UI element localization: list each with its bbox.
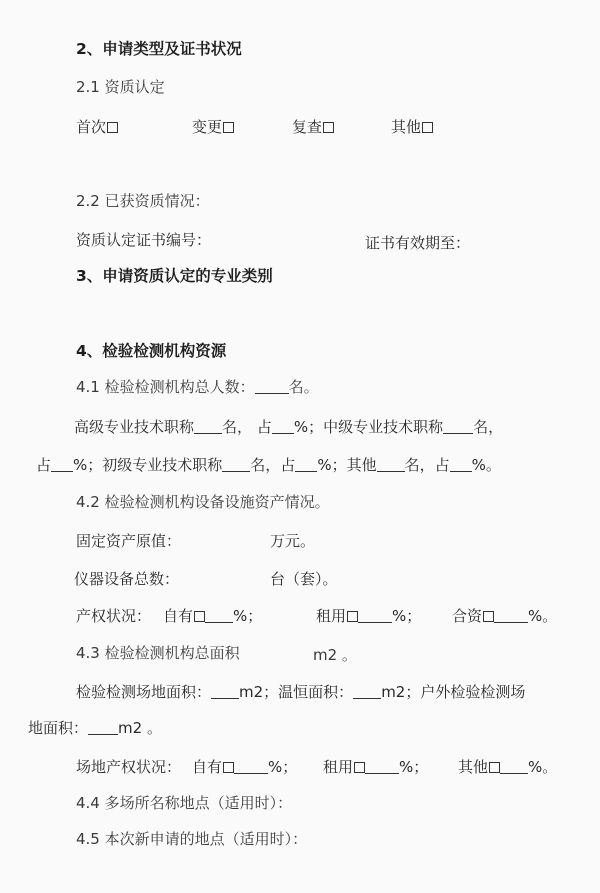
- total-area-label: 4.3 检验检测机构总面积: [76, 644, 240, 662]
- joint-pct-blank[interactable]: [494, 608, 528, 623]
- site-own-pct-blank[interactable]: [234, 759, 268, 774]
- site-rent-pct-blank[interactable]: [365, 759, 399, 774]
- own-pct-blank[interactable]: [205, 608, 233, 623]
- area-line-2: 地面积： m2 。: [28, 719, 162, 737]
- ownership-line: 产权状况：: [76, 607, 152, 625]
- mid-count-blank[interactable]: [443, 419, 473, 434]
- constant-temp-area-blank[interactable]: [353, 684, 381, 699]
- application-type-options: [76, 117, 118, 137]
- joint-label: 合资: [452, 607, 483, 625]
- review-checkbox[interactable]: [323, 122, 334, 133]
- site-rent-label: 租用: [323, 758, 354, 776]
- senior-pct-blank[interactable]: [272, 419, 294, 434]
- total-area-unit: m2 。: [313, 646, 357, 664]
- instrument-count-unit: 台（套）。: [270, 570, 338, 588]
- site-other-checkbox[interactable]: [489, 762, 500, 773]
- site-other-label: 其他: [458, 758, 489, 776]
- section-4-4-label: 4.4 多场所名称地点（适用时）：: [76, 794, 293, 812]
- fixed-assets-label: 固定资产原值：: [76, 532, 182, 550]
- title-distribution-line-2: 占 %；初级专业技术职称 名，占 %；其他 名，占 %。: [36, 456, 501, 474]
- site-own-checkbox[interactable]: [223, 762, 234, 773]
- total-staff-line: 4.1 检验检测机构总人数： 名。: [76, 378, 319, 396]
- cert-valid-label: 证书有效期至：: [365, 234, 471, 252]
- site-rent-checkbox[interactable]: [354, 762, 365, 773]
- own-label: 自有: [163, 607, 194, 625]
- total-staff-blank[interactable]: [255, 379, 289, 394]
- section-4-5-label: 4.5 本次新申请的地点（适用时）：: [76, 830, 308, 848]
- other-pct-blank[interactable]: [450, 457, 472, 472]
- title-distribution-line-1: 高级专业技术职称 名， 占 %；中级专业技术职称 名，: [74, 418, 504, 436]
- other-count-blank[interactable]: [377, 457, 405, 472]
- mid-pct-blank[interactable]: [51, 457, 73, 472]
- fixed-assets-unit: 万元。: [270, 532, 316, 550]
- outdoor-area-blank[interactable]: [88, 720, 118, 735]
- rent-pct-blank[interactable]: [358, 608, 392, 623]
- option-review-label: 复查: [292, 118, 323, 136]
- cert-number-label: 资质认定证书编号：: [76, 231, 212, 249]
- junior-pct-blank[interactable]: [295, 457, 317, 472]
- site-ownership-label: 场地产权状况：: [76, 758, 182, 776]
- first-checkbox[interactable]: [107, 122, 118, 133]
- senior-count-blank[interactable]: [194, 419, 222, 434]
- site-area-blank[interactable]: [211, 684, 239, 699]
- other-checkbox[interactable]: [422, 122, 433, 133]
- section-4-2-label: 4.2 检验检测机构设备设施资产情况。: [76, 493, 330, 511]
- junior-count-blank[interactable]: [222, 457, 250, 472]
- option-other-label: 其他: [391, 118, 422, 136]
- rent-checkbox[interactable]: [347, 611, 358, 622]
- area-line-1: 检验检测场地面积： m2；温恒面积： m2；户外检验检测场: [76, 683, 526, 701]
- joint-checkbox[interactable]: [483, 611, 494, 622]
- own-checkbox[interactable]: [194, 611, 205, 622]
- rent-label: 租用: [316, 607, 347, 625]
- site-other-pct-blank[interactable]: [500, 759, 528, 774]
- section-2-title: 2、申请类型及证书状况: [76, 40, 242, 58]
- option-change-label: 变更: [192, 118, 223, 136]
- section-3-title: 3、申请资质认定的专业类别: [76, 267, 273, 285]
- section-4-title: 4、检验检测机构资源: [76, 342, 227, 360]
- section-2-2-label: 2.2 已获资质情况：: [76, 192, 210, 210]
- section-2-1-label: 2.1 资质认定: [76, 78, 165, 96]
- instrument-count-label: 仪器设备总数：: [74, 570, 180, 588]
- form-page: 2、申请类型及证书状况 2.1 资质认定 首次 变更 复查 其他 2.2 已获资质情况： 资质认定证书编号： 证书有效期至： 3、申请资质认定的专业类别 4、检验检测机构资源 4.1 检验检测机构总人数： 名。 高级专业技术职称 名， 占 %；中级专业技术职称 名， 占 %；初级专业技术职称 名，占 %；其他 名，占 %。 4.2 检验检测机构设备设施资产情况。 固定资产原值： 万元。 仪器设备总数： 台（套）。 产权状况： 自有 %； 租用 %； 合资 %。 4.3 检验检测机构总面积 m2 。 检验检测场地面积： m2；温恒面积： m2；户外检验检测场 地面积： m2 。 场地产权状况： 自有 %； 租用 %； 其他 %。 4.4 多场所名称地点（适用时）： 4.5 本次新申请的地点（适用时）：: [28, 40, 558, 848]
- option-first: 首次: [76, 118, 118, 136]
- site-own-label: 自有: [192, 758, 223, 776]
- change-checkbox[interactable]: [223, 122, 234, 133]
